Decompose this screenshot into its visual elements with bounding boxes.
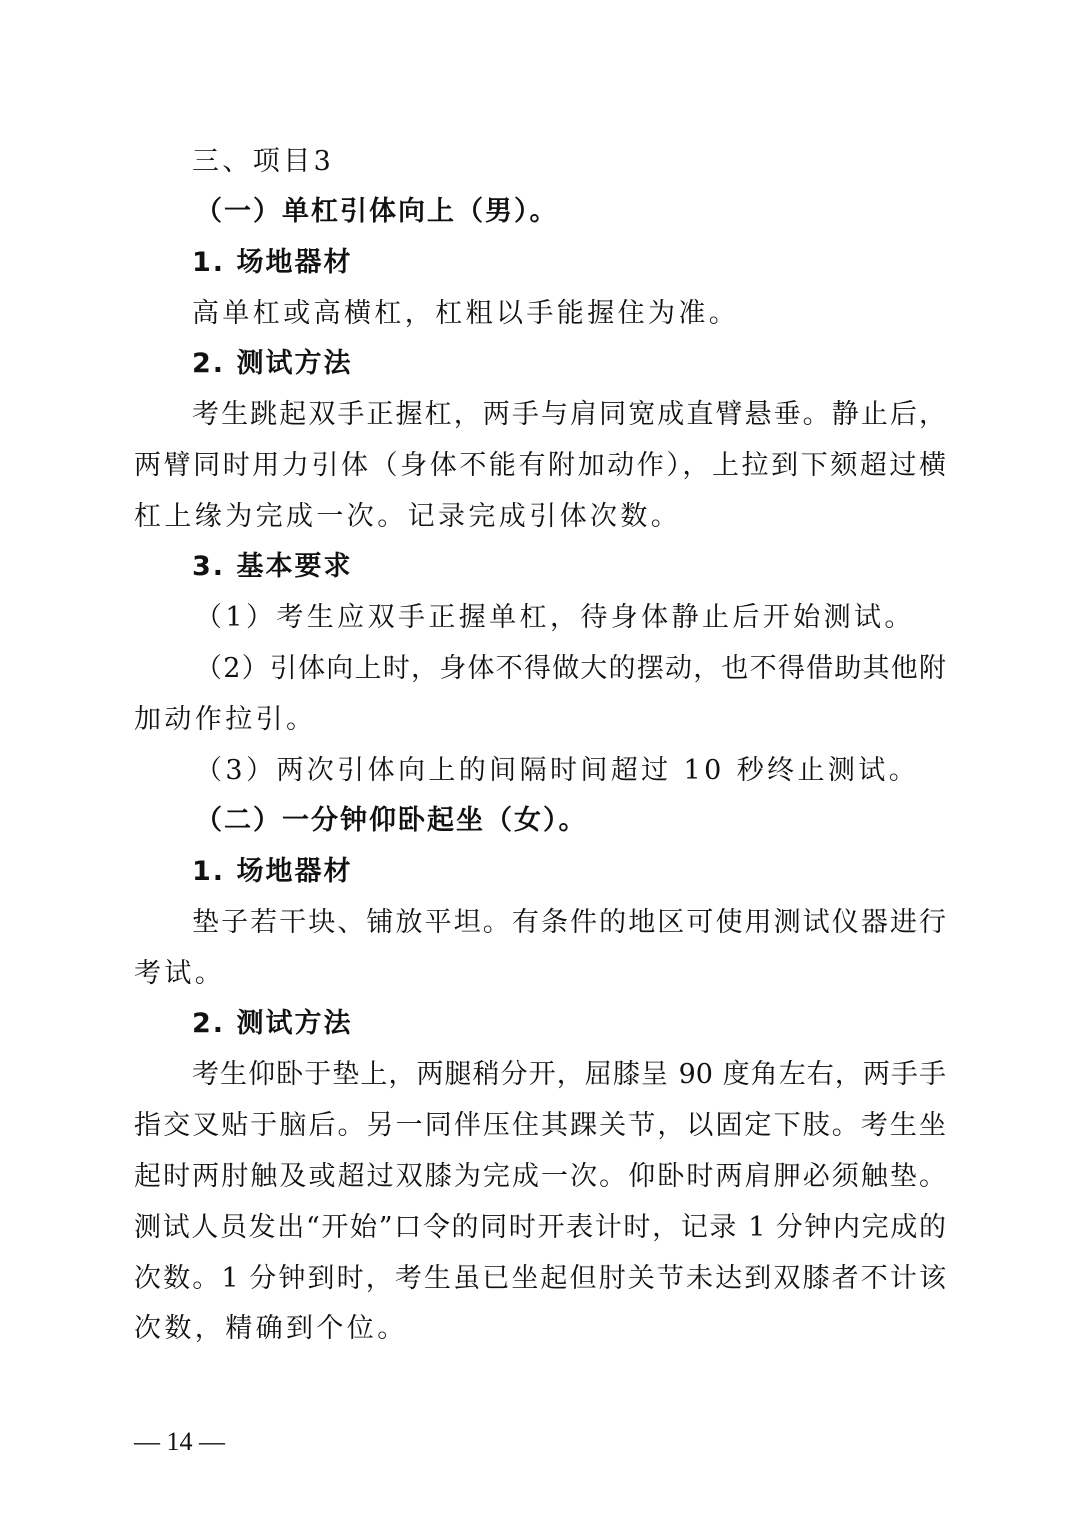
paragraph-line: 次数。1 分钟到时，考生虽已坐起但肘关节未达到双膝者不计该 [134,1263,946,1294]
part1-sub2-heading: 2. 测试方法 [192,348,353,379]
part2-heading: （二）一分钟仰卧起坐（女）。 [195,805,588,836]
part1-heading: （一）单杠引体向上（男）。 [195,196,559,227]
paragraph-line: 考生跳起双手正握杠，两手与肩同宽成直臂悬垂。静止后， [192,399,946,430]
requirement-item-continued: 加动作拉引。 [134,704,317,735]
paragraph-line: 两臂同时用力引体（身体不能有附加动作），上拉到下颏超过横 [134,450,946,481]
requirement-item: （3）两次引体向上的间隔时间超过 10 秒终止测试。 [195,755,920,786]
part1-sub3-heading: 3. 基本要求 [192,551,353,582]
paragraph-line: 次数，精确到个位。 [134,1313,408,1344]
part2-sub2-heading: 2. 测试方法 [192,1008,353,1039]
paragraph-line: 起时两肘触及或超过双膝为完成一次。仰卧时两肩胛必须触垫。 [134,1161,946,1192]
paragraph-line: 测试人员发出“开始”口令的同时开表计时，记录 1 分钟内完成的 [134,1212,946,1243]
section-title: 三、项目3 [192,146,335,177]
paragraph-line: 垫子若干块、铺放平坦。有条件的地区可使用测试仪器进行 [192,907,946,938]
part1-sub1-heading: 1. 场地器材 [192,247,353,278]
requirement-item: （2）引体向上时，身体不得做大的摆动，也不得借助其他附 [195,653,946,684]
paragraph-line: 杠上缘为完成一次。记录完成引体次数。 [134,501,682,532]
requirement-item: （1）考生应双手正握单杠，待身体静止后开始测试。 [195,602,915,633]
part1-sub1-text: 高单杠或高横杠，杠粗以手能握住为准。 [192,298,740,329]
paragraph-line: 考试。 [134,958,226,989]
paragraph-line: 指交叉贴于脑后。另一同伴压住其踝关节，以固定下肢。考生坐 [134,1110,946,1141]
part2-sub1-heading: 1. 场地器材 [192,856,353,887]
paragraph-line: 考生仰卧于垫上，两腿稍分开，屈膝呈 90 度角左右，两手手 [192,1059,946,1090]
page-number: — 14 — [134,1427,225,1456]
